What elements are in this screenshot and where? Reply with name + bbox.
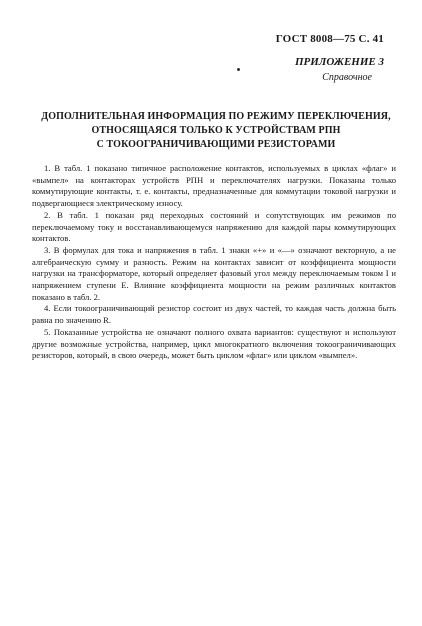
section-title — [34, 110, 398, 152]
title-line-3: С ТОКООГРАНИЧИВАЮЩИМИ РЕЗИСТОРАМИ — [96, 139, 336, 150]
appendix-status: Справочное — [322, 72, 372, 83]
title-line-1: ДОПОЛНИТЕЛЬНАЯ ИНФОРМАЦИЯ ПО РЕЖИМУ ПЕРЕКЛЮЧЕНИЯ, — [41, 111, 391, 122]
paragraph-2: 2. В табл. 1 показан ряд переходных состояний и сопутствующих им режимов по переключаемому току и восстанавливающемуся напряжению для каждой пары коммутирующих контактов. — [32, 209, 396, 244]
paragraph-5: 5. Показанные устройства не означают полного охвата вариантов: существуют и используют другие возможные устройства, например, цикл многократного включения токоограничивающих резисторов, который, в свою очередь, может быть циклом «флаг» или циклом «вымпел». — [32, 326, 396, 361]
appendix-label: ПРИЛОЖЕНИЕ 3 — [294, 56, 384, 68]
body-text — [32, 163, 396, 362]
paragraph-4: 4. Если токоограничивающий резистор состоит из двух частей, то каждая часть должна быть равна по значению R. — [32, 303, 396, 326]
decorative-dot — [237, 68, 240, 71]
paragraph-1: 1. В табл. 1 показано типичное расположение контактов, используемых в циклах «флаг» и «вымпел» на контакторах устройств РПН и переключателях нагрузки. Показаны только коммутирующие контакты, т. е. контакты, предназначенные для коммутации токовой нагрузки и подвергающиеся электрическому износу. — [32, 163, 396, 209]
page-header: ГОСТ 8008—75 С. 41 — [275, 33, 384, 45]
title-line-2: ОТНОСЯЩАЯСЯ ТОЛЬКО К УСТРОЙСТВАМ РПН — [91, 125, 341, 136]
paragraph-3: 3. В формулах для тока и напряжения в табл. 1 знаки «+» и «—» означают векторную, а не алгебраическую сумму и разность. Режим на контактах зависит от коэффициента мощности нагрузки на трансформаторе, который определяет фазовый угол между переключаемым током I и напряжением ступени E. Влияние коэффициента мощности на режим различных контактов показано в табл. 2. — [32, 244, 396, 302]
